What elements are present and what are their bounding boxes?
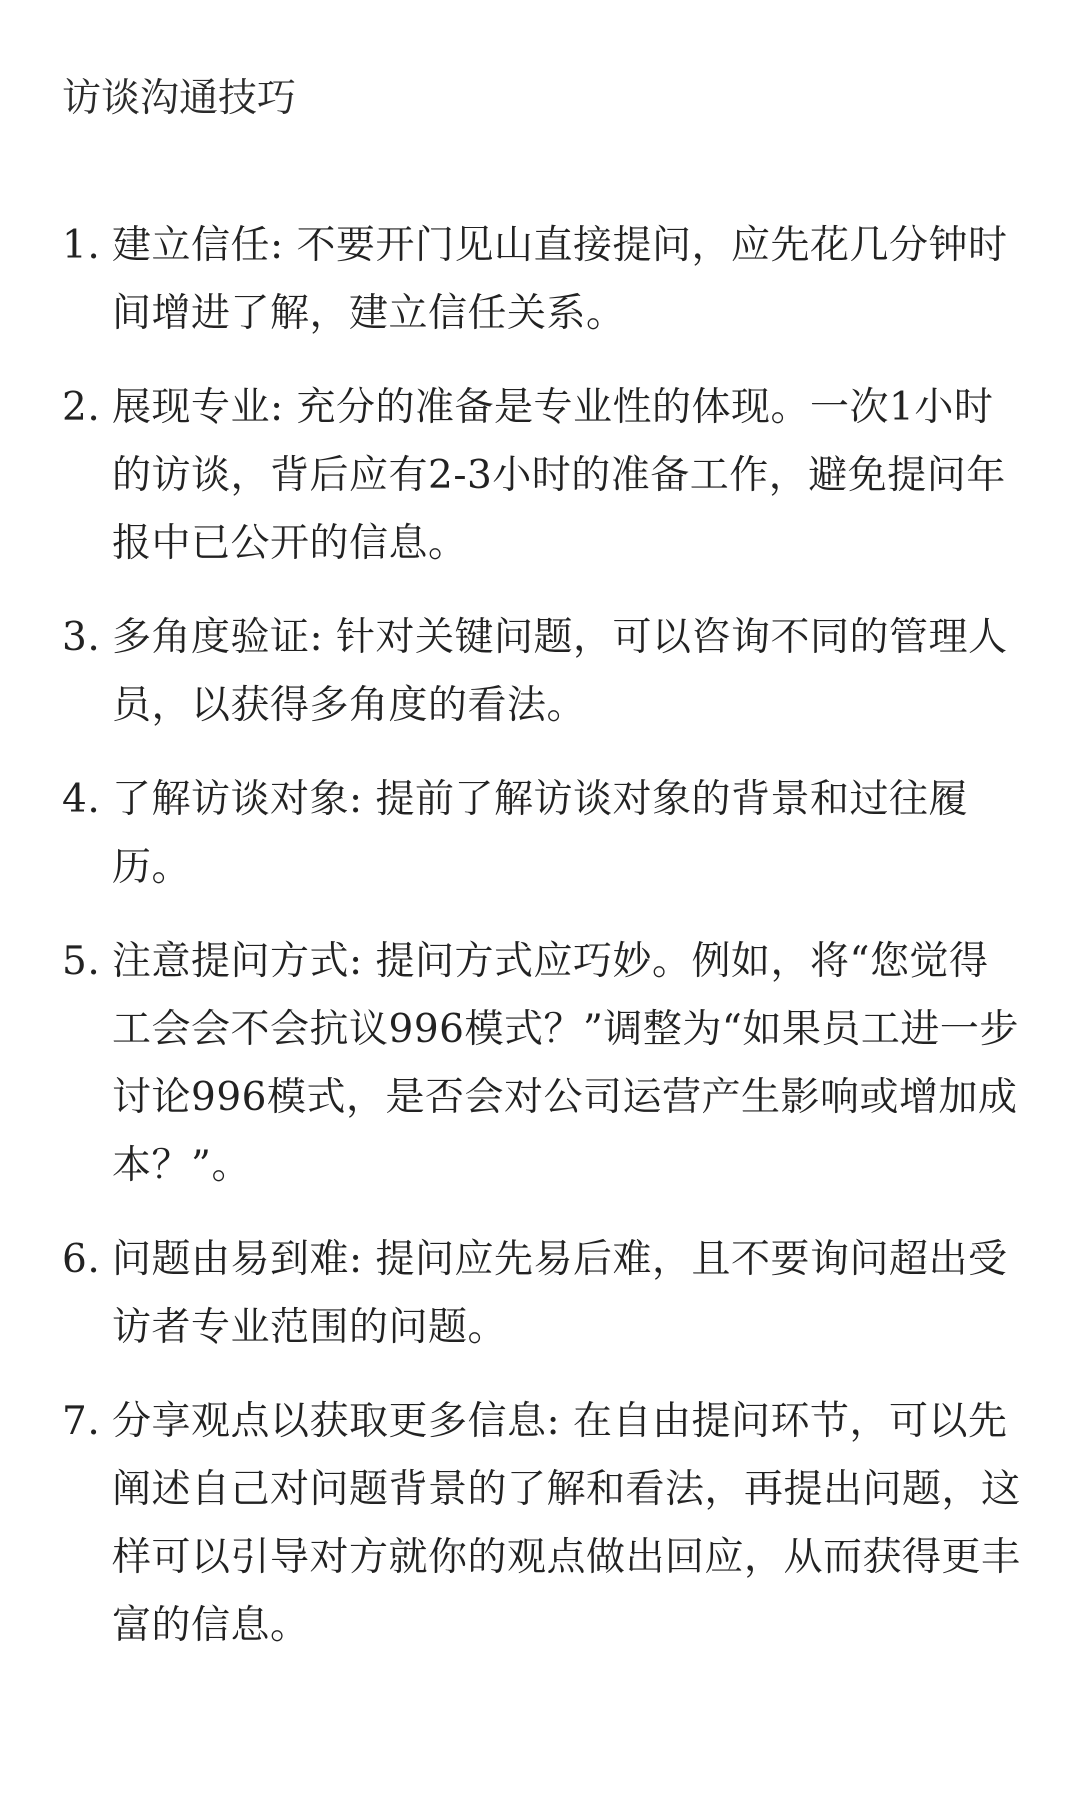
list-item-number: 7. — [62, 1399, 101, 1444]
list-item-number: 6. — [62, 1237, 101, 1282]
list-item-text: 注意提问方式: 提问方式应巧妙。例如，将“您觉得工会会不会抗议996模式？”调整为“如果员工进一步讨论996模式，是否会对公司运营产生影响或增加成本？”。 — [112, 939, 1019, 1188]
list-item — [62, 1388, 1022, 1660]
list-item — [62, 374, 1022, 578]
list-item-number: 2. — [62, 385, 101, 430]
list-item — [62, 1226, 1022, 1362]
list-item-number: 3. — [62, 615, 101, 660]
list-item-text: 展现专业: 充分的准备是专业性的体现。一次1小时的访谈，背后应有2-3小时的准备工作，避免提问年报中已公开的信息。 — [112, 385, 1006, 566]
list-item — [62, 604, 1022, 740]
list-item-number: 1. — [62, 223, 101, 268]
list-item — [62, 928, 1022, 1200]
list-item-text: 问题由易到难: 提问应先易后难，且不要询问超出受访者专业范围的问题。 — [112, 1237, 1008, 1350]
tip-list — [62, 212, 1022, 1686]
list-item-text: 了解访谈对象: 提前了解访谈对象的背景和过往履历。 — [112, 777, 969, 890]
list-item-text: 分享观点以获取更多信息: 在自由提问环节，可以先阐述自己对问题背景的了解和看法，再提出问题，这样可以引导对方就你的观点做出回应，从而获得更丰富的信息。 — [112, 1399, 1021, 1648]
list-item-text: 多角度验证: 针对关键问题，可以咨询不同的管理人员，以获得多角度的看法。 — [112, 615, 1008, 728]
list-item-text: 建立信任: 不要开门见山直接提问，应先花几分钟时间增进了解，建立信任关系。 — [112, 223, 1008, 336]
list-item — [62, 766, 1022, 902]
list-item — [62, 212, 1022, 348]
list-item-number: 4. — [62, 777, 101, 822]
page-title: 访谈沟通技巧 — [62, 76, 297, 121]
list-item-number: 5. — [62, 939, 101, 984]
